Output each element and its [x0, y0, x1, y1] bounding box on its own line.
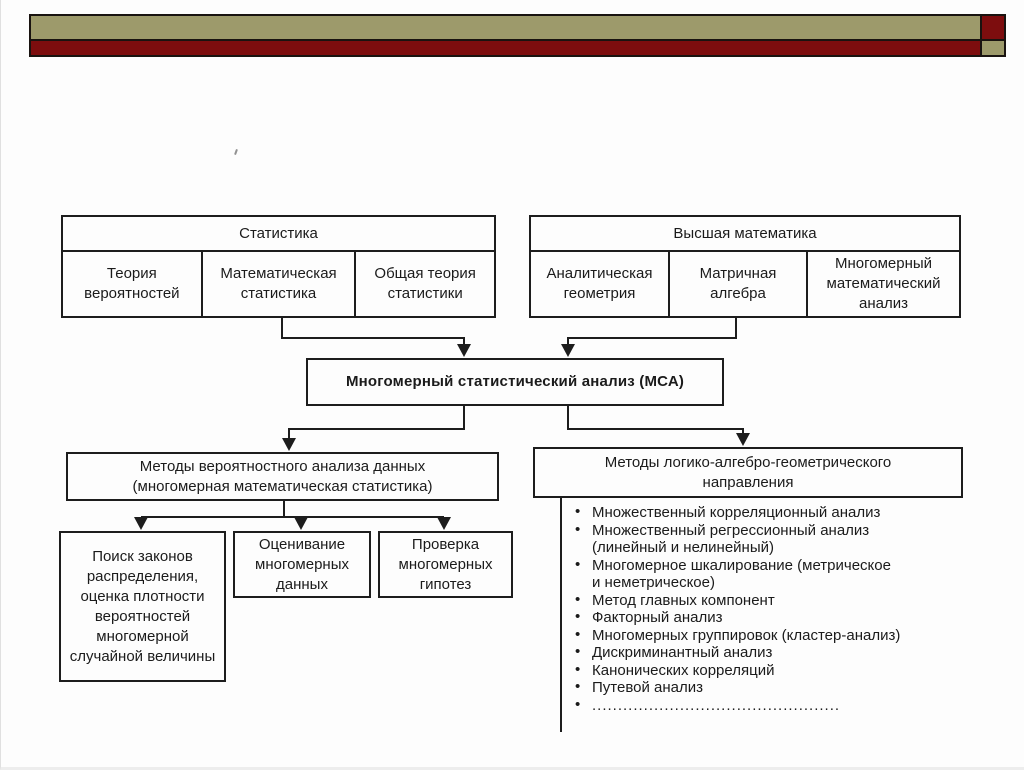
cell-mathematical-statistics: Математическая статистика [203, 252, 357, 316]
child-box-hypothesis-testing [378, 531, 513, 598]
list-item: • Дискриминантный анализ [575, 643, 773, 661]
list-item: • Канонических корреляций [575, 660, 775, 679]
banner-red-bar [29, 39, 982, 57]
statistics-group-title: Статистика [63, 217, 494, 252]
child-box-hypothesis-testing-label: Проверка многомерных гипотез [398, 535, 493, 593]
list-item: • Многомерное шкалирование (метрическое и неметрическое) [575, 555, 891, 591]
list-item: • Факторный анализ [575, 608, 723, 626]
bullet-icon: • [575, 660, 581, 678]
bullet-icon: • [575, 608, 581, 625]
bullet-icon: • [575, 625, 581, 643]
list-item: • Множественный корреляционный анализ [575, 503, 881, 521]
child-box-estimation [233, 531, 371, 598]
bullet-icon: • [575, 520, 581, 538]
cell-multivariate-math-analysis: Многомерный математический анализ [826, 255, 941, 312]
lag-method-list [575, 504, 915, 714]
bullet-icon: • [575, 590, 581, 608]
lag-branch-box [533, 447, 963, 498]
list-item: • Путевой анализ [575, 678, 703, 696]
list-item: • Множественный регрессионный анализ (линейный и нелинейный) [575, 520, 870, 556]
probability-branch-title: Методы вероятностного анализа данных (многомерная математическая статистика) [132, 457, 433, 495]
scan-artifact-mark [234, 149, 238, 155]
mca-label: Многомерный статистический анализ (МСА) [345, 373, 685, 390]
bullet-icon: • [575, 643, 581, 660]
cell-probability-theory: Теория вероятностей [63, 252, 203, 316]
probability-branch-box [66, 452, 499, 501]
lag-branch-title: Методы логико-алгебро-геометрического направления [604, 453, 892, 491]
cell-general-statistics-theory: Общая теория статистики [374, 265, 476, 302]
higher-math-group-cells [531, 252, 959, 316]
bullet-icon: • [575, 555, 581, 573]
higher-math-group-title: Высшая математика [531, 217, 959, 252]
bullet-icon: • [575, 503, 581, 520]
child-box-distribution-laws-label: Поиск законов распределения, оценка плотности вероятностей многомерной случайной величины [69, 547, 216, 665]
higher-math-group-box [529, 215, 961, 318]
list-item: • Многомерных группировок (кластер-анализ) [575, 625, 901, 644]
banner-red-square [980, 14, 1006, 41]
bullet-icon: • [575, 695, 581, 713]
mca-box [306, 358, 724, 406]
child-box-estimation-label: Оценивание многомерных данных [255, 535, 349, 593]
bullet-icon: • [575, 678, 581, 695]
statistics-group-cells [63, 252, 494, 316]
statistics-group-box [61, 215, 496, 318]
list-item-ellipsis: • ................................................ [575, 695, 841, 714]
list-item: • Метод главных компонент [575, 590, 775, 609]
child-box-distribution-laws [59, 531, 226, 682]
cell-analytic-geometry: Аналитическая геометрия [531, 252, 670, 316]
banner-olive-square [980, 39, 1006, 57]
banner-olive-bar [29, 14, 982, 41]
cell-matrix-algebra: Матричная алгебра [670, 252, 808, 316]
